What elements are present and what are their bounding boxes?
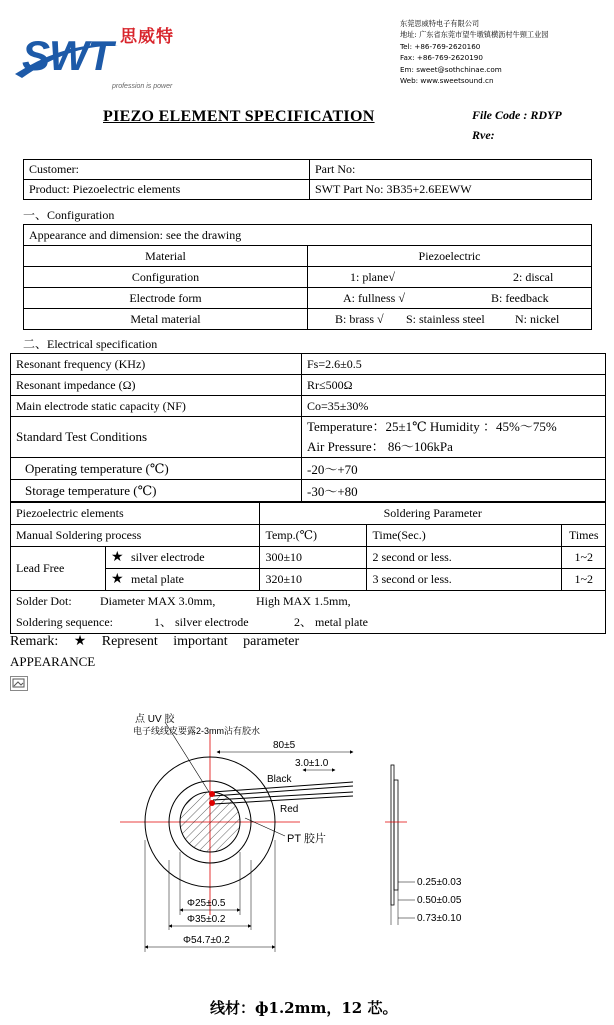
metal-option-nickel: N: nickel bbox=[515, 311, 560, 326]
label-red: Red bbox=[280, 804, 299, 815]
swt-part-no-cell: SWT Part No: 3B35+2.6EEWW bbox=[310, 180, 592, 200]
electrode-options bbox=[308, 288, 592, 309]
configuration-table bbox=[23, 224, 592, 330]
metal-option-brass: B: brass √ bbox=[335, 311, 384, 326]
note-wire: 电子线线皮要露2-3mm沾有胶水 bbox=[133, 726, 261, 736]
dim-t-073: 0.73±0.10 bbox=[417, 913, 462, 924]
company-name: 东莞思威特电子有限公司 bbox=[400, 19, 480, 28]
solder-dot-label: Solder Dot: bbox=[16, 594, 72, 608]
company-web: Web: www.sweetsound.cn bbox=[400, 76, 494, 86]
metal-label: Metal material bbox=[24, 309, 308, 330]
logo-tagline: profession is power bbox=[112, 83, 173, 90]
company-address: 地址: 广东省东莞市望牛墩镇横沥村牛頸工业园 bbox=[400, 30, 549, 40]
table-row bbox=[11, 547, 606, 569]
lead-free-label: Lead Free bbox=[11, 547, 106, 591]
appearance-title: APPEARANCE bbox=[10, 654, 96, 669]
remark: Remark: ★ Represent important parameter bbox=[10, 634, 300, 649]
silver-electrode-temp: 300±10 bbox=[260, 547, 367, 569]
material-label: Material bbox=[24, 246, 308, 267]
dim-dia-25: Φ25±0.5 bbox=[187, 898, 226, 909]
logo-brand-word: SWT bbox=[22, 32, 113, 79]
star-icon: ★ bbox=[111, 550, 124, 565]
piezo-drawing bbox=[95, 700, 495, 980]
standard-test-temperature: Temperature：25±1℃ Humidity ：45%～75% bbox=[307, 419, 557, 434]
silver-electrode-name: silver electrode bbox=[131, 550, 205, 564]
silver-electrode-time: 2 second or less. bbox=[367, 547, 562, 569]
product-cell: Product: Piezoelectric elements bbox=[24, 180, 310, 200]
note-uv: 点 UV 胶 bbox=[135, 714, 175, 725]
dim-3: 3.0±1.0 bbox=[295, 758, 329, 769]
resonant-frequency-value: Fs=2.6±0.5 bbox=[302, 354, 606, 375]
standard-test-label: Standard Test Conditions bbox=[11, 417, 302, 458]
silver-electrode-cell bbox=[106, 547, 260, 569]
solder-notes bbox=[11, 591, 606, 634]
resonant-impedance-label: Resonant impedance (Ω) bbox=[11, 375, 302, 396]
material-value: Piezoelectric bbox=[308, 246, 592, 267]
wire-note: 线材：ф1.2mm，12 芯。 bbox=[210, 999, 398, 1017]
electrical-heading: 二、Electrical specification bbox=[23, 337, 158, 351]
col-times: Times bbox=[562, 525, 606, 547]
soldering-table bbox=[10, 502, 606, 634]
label-black: Black bbox=[267, 774, 292, 785]
dim-80: 80±5 bbox=[273, 740, 296, 751]
soldering-sequence-1: 1、 silver electrode bbox=[154, 615, 249, 629]
logo-brand-cn: 思威特 bbox=[120, 27, 174, 47]
metal-option-stainless: S: stainless steel bbox=[406, 311, 485, 326]
configuration-label: Configuration bbox=[24, 267, 308, 288]
soldering-sequence-2: 2、 metal plate bbox=[294, 615, 368, 629]
solder-dot-black bbox=[209, 791, 215, 797]
piezo-elements-label: Piezoelectric elements bbox=[11, 503, 260, 525]
soldering-sequence-label: Soldering sequence: bbox=[16, 615, 113, 629]
static-capacity-label: Main electrode static capacity (NF) bbox=[11, 396, 302, 417]
label-pt: PT 胶片 bbox=[287, 833, 326, 845]
solder-dot-high: High MAX 1.5mm, bbox=[256, 594, 351, 608]
configuration-options bbox=[308, 267, 592, 288]
customer-cell: Customer: bbox=[24, 160, 310, 180]
revision: Rve: bbox=[472, 128, 495, 142]
standard-test-pressure: Air Pressure： 86～106kPa bbox=[307, 439, 453, 454]
solder-dot-red bbox=[209, 800, 215, 806]
image-placeholder-icon bbox=[10, 676, 28, 691]
appearance-cell: Appearance and dimension: see the drawing bbox=[24, 225, 592, 246]
electrode-label: Electrode form bbox=[24, 288, 308, 309]
company-fax: Fax: +86-769-2620190 bbox=[400, 53, 483, 63]
electrode-option-feedback: B: feedback bbox=[491, 290, 549, 305]
configuration-heading: 一、Configuration bbox=[23, 208, 115, 222]
document-title: PIEZO ELEMENT SPECIFICATION bbox=[103, 108, 375, 125]
file-code: File Code : RDYP bbox=[472, 108, 562, 122]
col-temp: Temp.(℃) bbox=[260, 525, 367, 547]
silver-electrode-times: 1~2 bbox=[562, 547, 606, 569]
configuration-option-plane: 1: plane√ bbox=[350, 269, 395, 284]
manual-soldering-label: Manual Soldering process bbox=[11, 525, 260, 547]
storage-temperature-value: -30～+80 bbox=[302, 480, 606, 502]
col-time: Time(Sec.) bbox=[367, 525, 562, 547]
operating-temperature-label: Operating temperature (℃) bbox=[11, 458, 302, 480]
metal-plate-cell bbox=[106, 569, 260, 591]
soldering-parameter-label: Soldering Parameter bbox=[260, 503, 606, 525]
customer-info-table bbox=[23, 159, 592, 200]
metal-plate-times: 1~2 bbox=[562, 569, 606, 591]
electrical-table bbox=[10, 353, 606, 502]
dim-t-050: 0.50±0.05 bbox=[417, 895, 462, 906]
metal-plate-temp: 320±10 bbox=[260, 569, 367, 591]
solder-dot-diameter: Diameter MAX 3.0mm, bbox=[100, 594, 216, 608]
dim-dia-547: Φ54.7±0.2 bbox=[183, 935, 230, 946]
company-tel: Tel: +86-769-2620160 bbox=[400, 41, 481, 51]
static-capacity-value: Co=35±30% bbox=[302, 396, 606, 417]
resonant-frequency-label: Resonant frequency (KHz) bbox=[11, 354, 302, 375]
standard-test-value bbox=[302, 417, 606, 458]
dim-t-025: 0.25±0.03 bbox=[417, 877, 462, 888]
metal-plate-name: metal plate bbox=[131, 572, 184, 586]
resonant-impedance-value: Rr≤500Ω bbox=[302, 375, 606, 396]
company-email: Em: sweet@sothchinae.com bbox=[400, 64, 502, 74]
side-view-plate bbox=[391, 765, 394, 905]
metal-plate-time: 3 second or less. bbox=[367, 569, 562, 591]
star-icon: ★ bbox=[111, 572, 124, 587]
part-no-cell: Part No: bbox=[310, 160, 592, 180]
storage-temperature-label: Storage temperature (℃) bbox=[11, 480, 302, 502]
dim-dia-35: Φ35±0.2 bbox=[187, 914, 226, 925]
metal-options bbox=[308, 309, 592, 330]
operating-temperature-value: -20～+70 bbox=[302, 458, 606, 480]
electrode-option-fullness: A: fullness √ bbox=[343, 290, 405, 305]
company-info bbox=[400, 18, 548, 86]
configuration-option-discal: 2: discal bbox=[513, 269, 554, 284]
side-view-ceramic bbox=[394, 780, 398, 890]
